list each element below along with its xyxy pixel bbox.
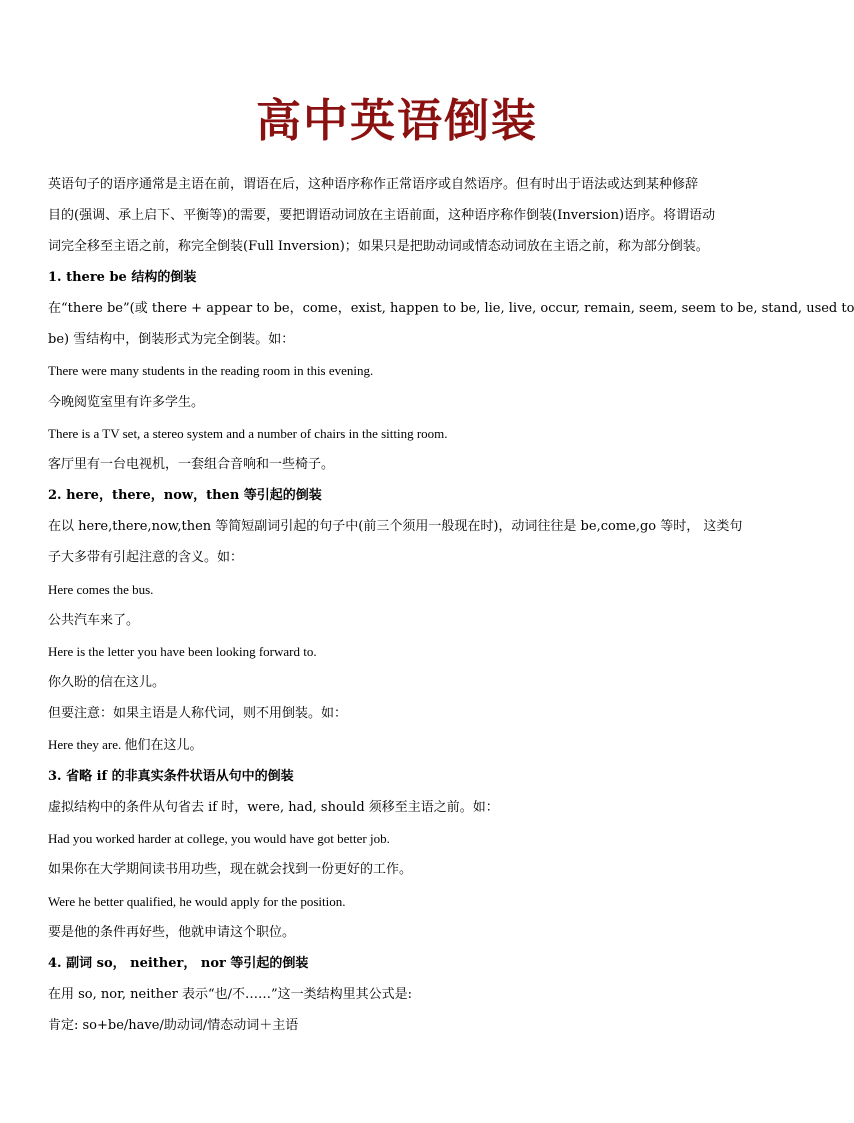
intro-line-1: 英语句子的语序通常是主语在前，谓语在后，这种语序称作正常语序或自然语序。但有时出于语法或达到某种修辞 bbox=[48, 177, 699, 192]
section-1-example-en-1: There were many students in the reading room in this evening. bbox=[48, 363, 374, 378]
page-title: 高中英语倒装 bbox=[255, 94, 538, 147]
section-1-desc-1: 在“there be”(或 there + appear to be，come，exist, happen to be, lie, live, occur, remain, seem, seem to be, stand, used to bbox=[48, 301, 854, 316]
section-2-example-en-2: Here is the letter you have been looking forward to. bbox=[48, 644, 317, 659]
section-3-desc-1: 虚拟结构中的条件从句省去 if 时，were, had, should 须移至主语之前。如： bbox=[48, 800, 499, 815]
section-3-example-zh-1: 如果你在大学期间读书用功些，现在就会找到一份更好的工作。 bbox=[48, 862, 413, 877]
section-1-example-zh-2: 客厅里有一台电视机，一套组合音响和一些椅子。 bbox=[48, 457, 335, 472]
section-3-heading: 3. 省略 if 的非真实条件状语从句中的倒装 bbox=[48, 769, 294, 784]
section-2-example-zh-1: 公共汽车来了。 bbox=[48, 613, 140, 628]
section-2-desc-2: 子大多带有引起注意的含义。如： bbox=[48, 550, 244, 565]
section-3-example-zh-2: 要是他的条件再好些，他就申请这个职位。 bbox=[48, 925, 296, 940]
section-4-heading: 4. 副词 so， neither， nor 等引起的倒装 bbox=[48, 956, 309, 971]
intro-line-3: 词完全移至主语之前，称完全倒装(Full Inversion)；如果只是把助动词或情态动词放在主语之前，称为部分倒装。 bbox=[48, 239, 709, 254]
section-4-desc-1: 在用 so, nor, neither 表示“也/不……”这一类结构里其公式是: bbox=[48, 987, 413, 1002]
section-2-example-en-1: Here comes the bus. bbox=[48, 582, 154, 597]
section-2-example-mixed: Here they are. 他们在这儿。 bbox=[48, 737, 203, 752]
section-4-desc-2: 肯定: so+be/have/助动词/情态动词＋主语 bbox=[48, 1018, 299, 1033]
intro-line-2: 目的(强调、承上启下、平衡等)的需要，要把谓语动词放在主语前面，这种语序称作倒装(Inversion)语序。将谓语动 bbox=[48, 208, 716, 223]
section-1-example-zh-1: 今晚阅览室里有许多学生。 bbox=[48, 395, 205, 410]
section-3-example-en-1: Had you worked harder at college, you would have got better job. bbox=[48, 831, 390, 846]
section-2-example-zh-2: 你久盼的信在这儿。 bbox=[48, 675, 166, 690]
section-2-heading: 2. here，there，now，then 等引起的倒装 bbox=[48, 488, 322, 503]
section-1-heading: 1. there be 结构的倒装 bbox=[48, 270, 197, 285]
section-3-example-en-2: Were he better qualified, he would apply for the position. bbox=[48, 894, 346, 909]
section-1-example-en-2: There is a TV set, a stereo system and a number of chairs in the sitting room. bbox=[48, 426, 448, 441]
section-2-desc-1: 在以 here,there,now,then 等简短副词引起的句子中(前三个须用一般现在时)，动词往往是 be,come,go 等时， 这类句 bbox=[48, 519, 743, 534]
section-2-note: 但要注意：如果主语是人称代词，则不用倒装。如： bbox=[48, 706, 348, 721]
section-1-desc-2: be) 雪结构中，倒装形式为完全倒装。如： bbox=[48, 332, 295, 347]
